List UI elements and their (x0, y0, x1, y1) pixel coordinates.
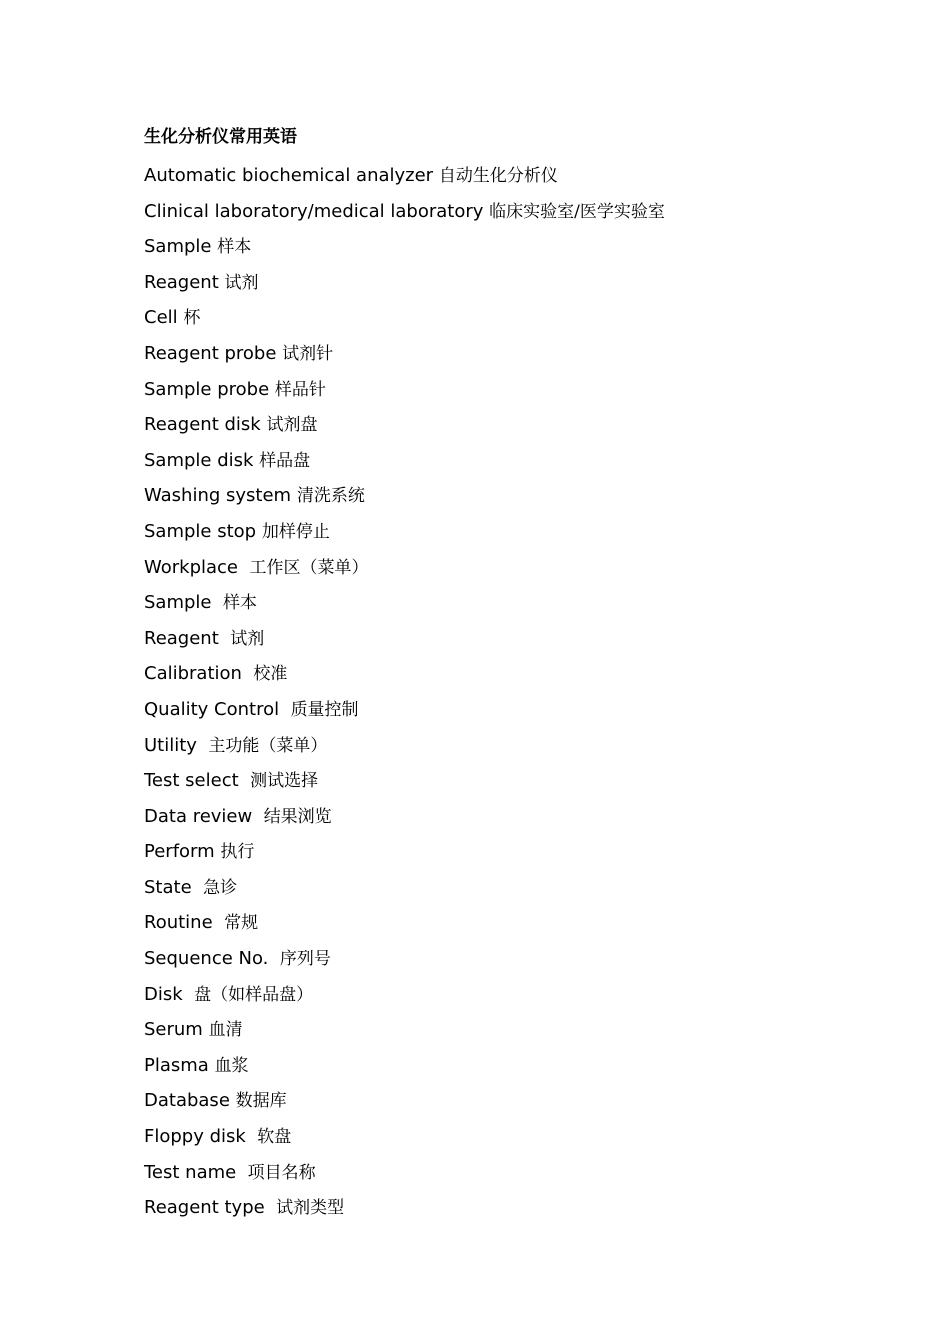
term-english: Sequence No. (144, 948, 269, 970)
term-row (144, 1083, 864, 1119)
term-english: Reagent type (144, 1197, 265, 1219)
document-title: 生化分析仪常用英语 (144, 127, 297, 147)
term-chinese: 主功能（菜单） (208, 735, 328, 756)
term-chinese: 血清 (208, 1020, 243, 1041)
term-chinese: 急诊 (203, 877, 238, 898)
term-english: Test name (144, 1161, 237, 1183)
term-row (144, 1012, 864, 1048)
term-chinese: 试剂类型 (276, 1198, 345, 1219)
term-english: Quality Control (144, 698, 280, 720)
term-chinese: 序列号 (279, 949, 331, 970)
term-row (144, 265, 864, 301)
term-chinese: 质量控制 (290, 699, 359, 720)
term-row (144, 977, 864, 1013)
term-english: Routine (144, 912, 213, 934)
term-row (144, 870, 864, 906)
term-chinese: 加样停止 (261, 521, 330, 542)
term-row (144, 621, 864, 657)
term-row (144, 1119, 864, 1155)
term-row (144, 1155, 864, 1191)
term-english: Sample (144, 236, 212, 258)
term-separator (246, 1126, 257, 1147)
term-separator (219, 628, 230, 649)
term-english: Reagent (144, 627, 219, 649)
term-separator (238, 557, 249, 578)
term-english: Sample disk (144, 449, 254, 471)
term-row (144, 372, 864, 408)
term-separator (236, 1162, 247, 1183)
term-chinese: 样本 (222, 593, 257, 614)
term-english: Clinical laboratory/medical laboratory (144, 200, 484, 222)
term-english: Sample probe (144, 378, 270, 400)
term-chinese: 自动生化分析仪 (438, 166, 558, 186)
term-english: Reagent disk (144, 414, 261, 436)
term-row (144, 834, 864, 870)
term-chinese: 工作区（菜单） (249, 557, 369, 578)
term-chinese: 样品针 (274, 379, 326, 400)
term-english: Automatic biochemical analyzer (144, 165, 434, 186)
term-english: Disk (144, 983, 183, 1005)
term-separator (268, 948, 279, 969)
term-row (144, 799, 864, 835)
term-english: Plasma (144, 1054, 209, 1076)
term-english: State (144, 876, 192, 898)
term-row (144, 941, 864, 977)
term-row (144, 692, 864, 728)
term-chinese: 样品盘 (259, 450, 311, 471)
term-english: Serum (144, 1019, 203, 1041)
term-row (144, 158, 864, 194)
term-row (144, 336, 864, 372)
term-chinese: 数据库 (235, 1091, 287, 1112)
term-row (144, 1190, 864, 1226)
term-english: Floppy disk (144, 1126, 246, 1148)
term-english: Utility (144, 734, 197, 756)
term-chinese: 试剂盘 (266, 415, 318, 436)
term-separator (279, 699, 290, 720)
term-row (144, 1048, 864, 1084)
term-chinese: 结果浏览 (263, 806, 332, 827)
term-list (144, 158, 864, 1226)
term-english: Perform (144, 841, 215, 863)
term-english: Sample stop (144, 520, 257, 542)
term-separator (242, 663, 253, 684)
term-chinese: 常规 (224, 913, 259, 934)
term-row (144, 728, 864, 764)
term-chinese: 试剂针 (282, 343, 334, 364)
term-english: Database (144, 1090, 230, 1112)
document-body (144, 124, 864, 1226)
term-separator (239, 770, 250, 791)
term-chinese: 杯 (183, 308, 201, 329)
term-english: Workplace (144, 556, 239, 578)
term-chinese: 试剂 (230, 628, 265, 649)
term-row (144, 407, 864, 443)
term-separator (213, 912, 224, 933)
term-separator (252, 806, 263, 827)
term-chinese: 校准 (253, 664, 288, 685)
term-separator (192, 877, 203, 898)
term-english: Test select (144, 770, 239, 792)
term-row (144, 300, 864, 336)
term-chinese: 项目名称 (247, 1162, 316, 1183)
term-english: Data review (144, 805, 253, 827)
term-chinese: 试剂 (224, 272, 259, 293)
term-english: Reagent probe (144, 342, 277, 364)
term-separator (183, 984, 194, 1005)
term-english: Calibration (144, 663, 242, 685)
term-english: Washing system (144, 485, 292, 507)
term-separator (197, 735, 208, 756)
term-english: Reagent (144, 271, 219, 293)
term-row (144, 905, 864, 941)
term-chinese: 样本 (217, 237, 252, 258)
term-row (144, 763, 864, 799)
term-row (144, 656, 864, 692)
term-english: Cell (144, 307, 178, 329)
term-separator (212, 592, 223, 613)
term-chinese: 血浆 (214, 1055, 249, 1076)
term-separator (265, 1197, 276, 1218)
term-row (144, 550, 864, 586)
term-chinese: 临床实验室/医学实验室 (489, 201, 665, 222)
term-chinese: 软盘 (257, 1127, 292, 1148)
term-chinese: 清洗系统 (296, 486, 365, 507)
term-row (144, 229, 864, 265)
term-chinese: 测试选择 (250, 771, 319, 792)
term-chinese: 盘（如样品盘） (194, 984, 314, 1005)
term-row (144, 443, 864, 479)
term-row (144, 194, 864, 230)
term-row (144, 478, 864, 514)
term-chinese: 执行 (220, 842, 255, 863)
term-row (144, 585, 864, 621)
term-row (144, 514, 864, 550)
term-english: Sample (144, 592, 212, 614)
